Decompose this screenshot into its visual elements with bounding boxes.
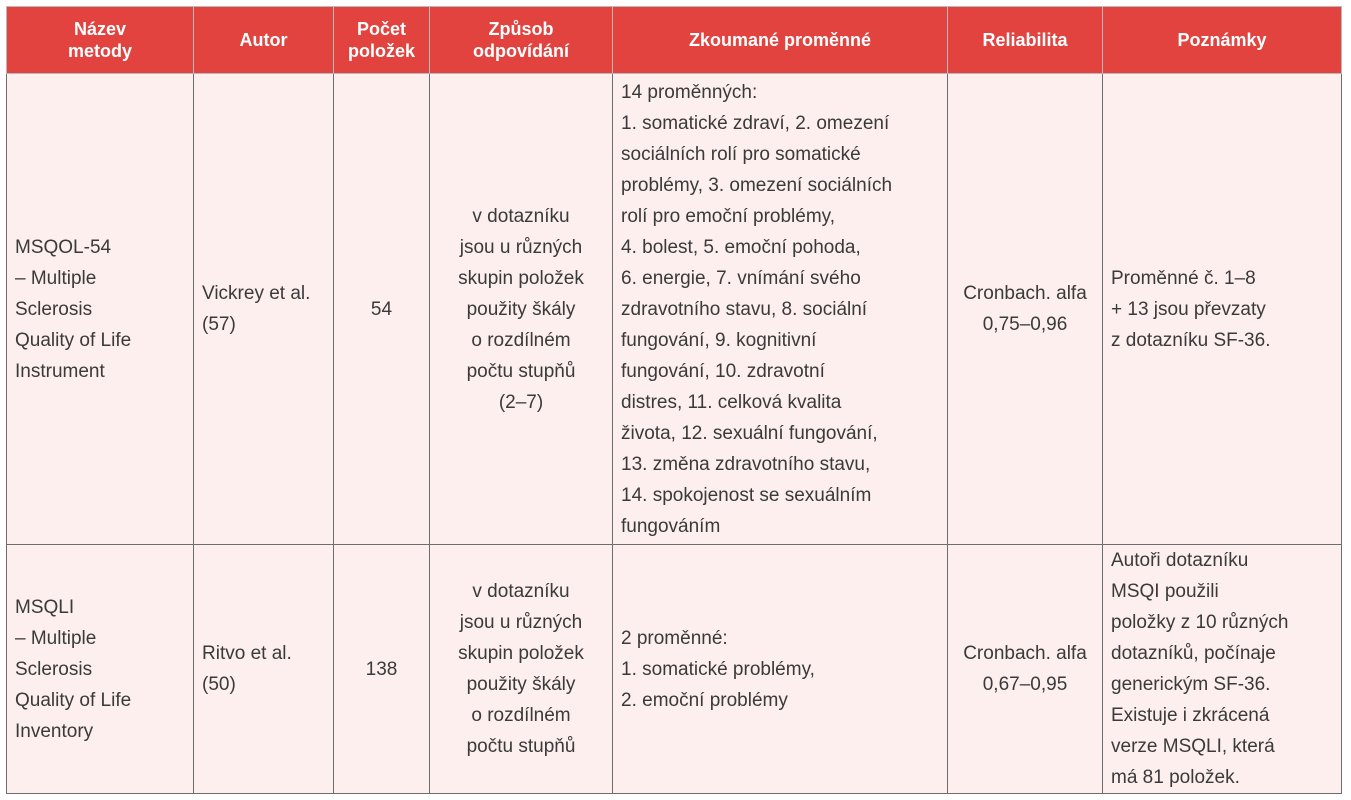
header-item-count: Počet položek [334, 7, 430, 74]
table-row [7, 545, 1342, 794]
cell-response-format: v dotazníku jsou u různých skupin položek použity škály o rozdílném počtu stupňů [430, 545, 613, 794]
cell-method-name: MSQLI – Multiple Sclerosis Quality of Life Inventory [7, 545, 194, 794]
header-author: Autor [194, 7, 334, 74]
cell-reliability: Cronbach. alfa 0,67–0,95 [948, 545, 1103, 794]
cell-author: Ritvo et al. (50) [194, 545, 334, 794]
header-method-name: Název metody [7, 7, 194, 74]
cell-notes: Autoři dotazníku MSQI použili položky z 10 různých dotazníků, počínaje generickým SF-36. Existuje i zkrácená verze MSQLI, která má 81 položek. [1103, 545, 1342, 794]
table-header-row [7, 7, 1342, 74]
header-reliability: Reliabilita [948, 7, 1103, 74]
header-response-format: Způsob odpovídání [430, 7, 613, 74]
cell-reliability: Cronbach. alfa 0,75–0,96 [948, 74, 1103, 545]
header-notes: Poznámky [1103, 7, 1342, 74]
cell-item-count: 138 [334, 545, 430, 794]
cell-author: Vickrey et al. (57) [194, 74, 334, 545]
cell-notes: Proměnné č. 1–8 + 13 jsou převzaty z dotazníku SF-36. [1103, 74, 1342, 545]
cell-response-format: v dotazníku jsou u různých skupin položek použity škály o rozdílném počtu stupňů (2–7) [430, 74, 613, 545]
cell-variables: 2 proměnné: 1. somatické problémy, 2. emoční problémy [613, 545, 948, 794]
cell-item-count: 54 [334, 74, 430, 545]
cell-method-name: MSQOL-54 – Multiple Sclerosis Quality of Life Instrument [7, 74, 194, 545]
table-row [7, 74, 1342, 545]
cell-variables: 14 proměnných: 1. somatické zdraví, 2. omezení sociálních rolí pro somatické problémy, 3. omezení sociálních rolí pro emoční problémy, 4. bolest, 5. emoční pohoda, 6. energie, 7. vnímání svého zdravotního stavu, 8. sociální fungování, 9. kognitivní fungování, 10. zdravotní distres, 11. celková kvalita života, 12. sexuální fungování, 13. změna zdravotního stavu, 14. spokojenost se sexuálním fungováním [613, 74, 948, 545]
header-variables: Zkoumané proměnné [613, 7, 948, 74]
methods-table [6, 6, 1342, 794]
